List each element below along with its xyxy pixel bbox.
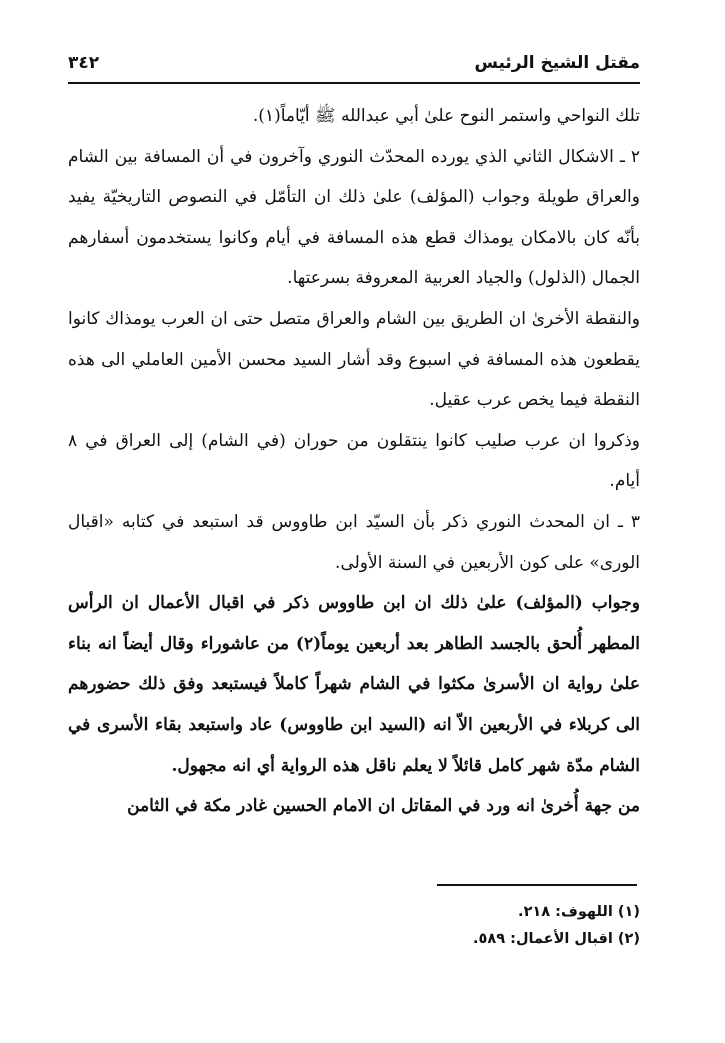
main-text bbox=[68, 96, 640, 827]
footnote: (٢) اقبال الأعمال: ٥٨٩. bbox=[473, 931, 640, 947]
paragraph: ٢ ـ الاشكال الثاني الذي يورده المحدّث النوري وآخرون في أن المسافة بين الشام والعراق طويلة وجواب (المؤلف) علىٰ ذلك ان التأمّل في النصوص التاريخيّة يفيد بأنّه كان بالامكان يومذاك قطع هذه المسافة في أيام وكانوا يستخدمون أسفارهم الجمال (الذلول) والجياد العربية المعروفة بسرعتها. bbox=[68, 146, 640, 289]
header-divider bbox=[68, 82, 640, 84]
footnotes bbox=[68, 899, 640, 953]
footnote-divider bbox=[437, 884, 637, 886]
paragraph: ٣ ـ ان المحدث النوري ذكر بأن السيّد ابن طاووس قد استبعد في كتابه «اقبال الورى» على كون الأربعين في السنة الأولى. bbox=[68, 511, 640, 573]
paragraph: تلك النواحي واستمر النوح علىٰ أبي عبدالله ﷺ أيّاماً(١). bbox=[252, 106, 640, 126]
paragraph: وذكروا ان عرب صليب كانوا ينتقلون من حوران (في الشام) إلى العراق في ٨ أيام. bbox=[68, 430, 640, 492]
paragraph: وجواب (المؤلف) علىٰ ذلك ان ابن طاووس ذكر في اقبال الأعمال ان الرأس المطهر أُلحق بالجسد الطاهر بعد أربعين يوماً(٢) من عاشوراء وقال أيضاً انه بناء علىٰ رواية ان الأسرىٰ مكثوا في الشام شهراً كاملاً فيستبعد وفق ذلك حضورهم الى كربلاء في الأربعين الاّ انه (السيد ابن طاووس) عاد واستبعد بقاء الأسرى في الشام مدّة شهر كامل قائلاً لا يعلم ناقل هذه الرواية أي انه مجهول. bbox=[68, 593, 640, 776]
paragraph: من جهة أُخرىٰ انه ورد في المقاتل ان الامام الحسين غادر مكة في الثامن bbox=[127, 796, 640, 817]
paragraph: والنقطة الأخرىٰ ان الطريق بين الشام والعراق متصل حتى ان العرب يومذاك كانوا يقطعون هذه المسافة في اسبوع وقد أشار السيد محسن الأمين العاملي الى هذه النقطة فيما يخص عرب عقيل. bbox=[68, 308, 640, 411]
footnote: (١) اللهوف: ٢١٨. bbox=[518, 904, 640, 920]
running-title: مقتل الشيخ الرئيس bbox=[474, 53, 640, 73]
page-header bbox=[68, 48, 640, 78]
page-number: ٣٤٢ bbox=[68, 53, 100, 73]
